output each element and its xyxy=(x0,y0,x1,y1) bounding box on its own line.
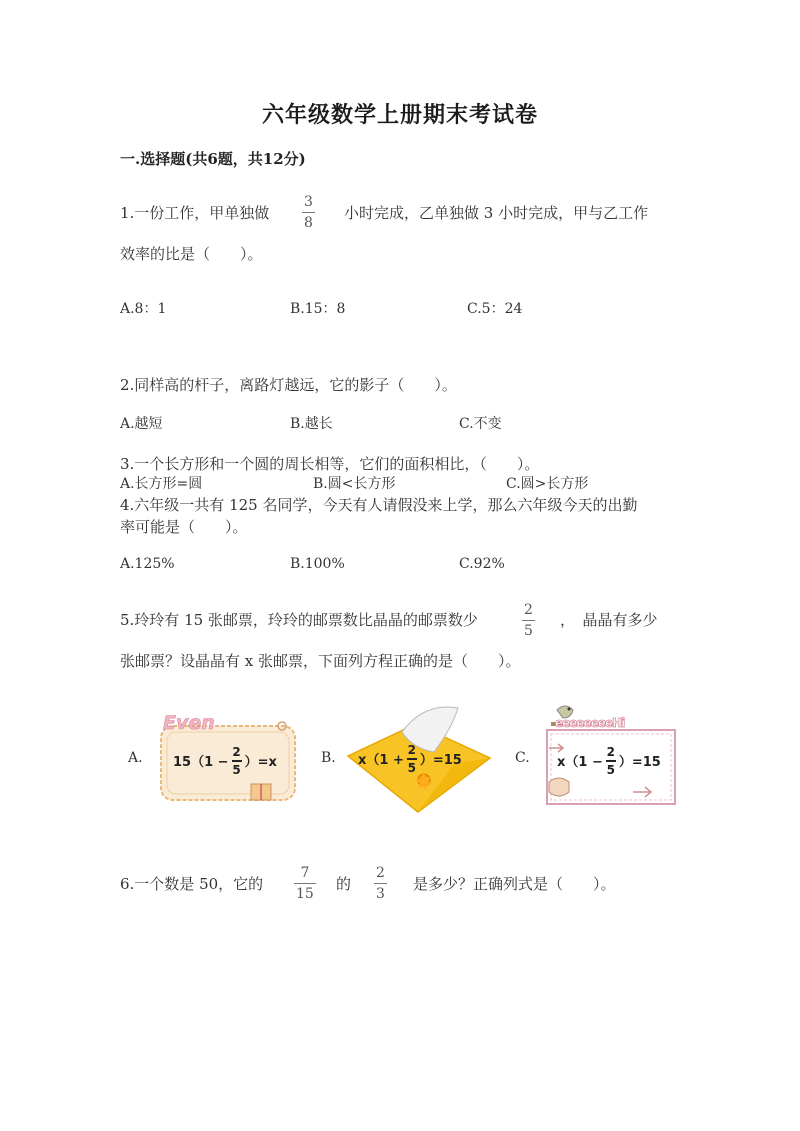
q4-text-line2: 率可能是（ ）。 xyxy=(120,518,248,536)
q3-option-b[interactable]: B.圆<长方形 xyxy=(313,476,396,492)
q6-frac2-num: 2 xyxy=(376,865,385,881)
even-badge: Even xyxy=(163,712,215,734)
q5-option-a-card[interactable] xyxy=(155,712,301,806)
page-title: 六年级数学上册期末考试卷 xyxy=(261,102,538,128)
q5-option-b-equation: x（1 + $\frac{2}{5}$ ）=15 xyxy=(358,743,462,775)
q5-frac-den: 5 xyxy=(524,623,533,639)
q2-text: 2.同样高的杆子，离路灯越远，它的影子（ ）。 xyxy=(120,376,457,394)
q5-text-line2: 张邮票？设晶晶有 x 张邮票，下面列方程正确的是（ ）。 xyxy=(120,652,521,670)
hi-badge: eeeeeeeeHi xyxy=(555,716,625,730)
q5-text-after: ， 晶晶有多少 xyxy=(560,611,658,629)
q6-text: 6.一个数是 50，它的 xyxy=(120,875,264,893)
q1-frac-num: 3 xyxy=(304,194,313,210)
q6-text-after: 是多少？正确列式是（ ）。 xyxy=(413,875,616,893)
q5-option-c-label[interactable]: C. xyxy=(515,750,530,766)
q5-option-a-label[interactable]: A. xyxy=(128,750,143,766)
q2-option-a[interactable]: A.越短 xyxy=(120,416,163,432)
q3-text: 3.一个长方形和一个圆的周长相等，它们的面积相比，（ ）。 xyxy=(120,455,540,473)
q6-frac1-num: 7 xyxy=(300,865,310,881)
q1-frac-den: 8 xyxy=(304,215,313,231)
q6-frac2-den: 3 xyxy=(376,886,385,902)
q4-option-b[interactable]: B.100% xyxy=(290,556,345,572)
q6-text-mid: 的 xyxy=(336,875,352,893)
q5-option-b-card[interactable] xyxy=(344,704,494,816)
q6-fraction-2 xyxy=(374,866,387,901)
q4-option-a[interactable]: A.125% xyxy=(120,556,175,572)
q6-fraction-1 xyxy=(294,866,316,901)
q3-option-c[interactable]: C.圆>长方形 xyxy=(506,476,589,492)
q1-option-a[interactable]: A.8：1 xyxy=(120,301,167,317)
q4-option-c[interactable]: C.92% xyxy=(459,556,505,572)
q6-frac1-den: 15 xyxy=(296,886,314,902)
q3-option-a[interactable]: A.长方形=圆 xyxy=(120,476,203,492)
q5-option-a-equation: 15（1 − $\frac{2}{5}$ ）=x xyxy=(173,745,277,777)
q1-option-c[interactable]: C.5：24 xyxy=(467,301,523,317)
section-heading: 一.选择题(共6题，共12分) xyxy=(120,150,306,168)
q5-frac-num: 2 xyxy=(524,602,533,618)
q2-option-b[interactable]: B.越长 xyxy=(290,416,333,432)
q5-text: 5.玲玲有 15 张邮票，玲玲的邮票数比晶晶的邮票数少 xyxy=(120,611,478,629)
q1-fraction xyxy=(302,195,315,230)
q1-option-b[interactable]: B.15：8 xyxy=(290,301,346,317)
q5-fraction xyxy=(522,603,535,638)
q1-text-line2: 效率的比是（ ）。 xyxy=(120,245,263,263)
q1-text-after: 小时完成，乙单独做 3 小时完成，甲与乙工作 xyxy=(344,204,649,222)
q2-option-c[interactable]: C.不变 xyxy=(459,416,502,432)
q1-text: 1.一份工作，甲单独做 xyxy=(120,204,270,222)
q5-option-c-equation: x（1 − $\frac{2}{5}$ ）=15 xyxy=(557,745,661,777)
q5-option-b-label[interactable]: B. xyxy=(321,750,336,766)
q4-text: 4.六年级一共有 125 名同学，今天有人请假没来上学，那么六年级今天的出勤 xyxy=(120,496,638,514)
q5-option-c-card[interactable] xyxy=(537,700,685,814)
